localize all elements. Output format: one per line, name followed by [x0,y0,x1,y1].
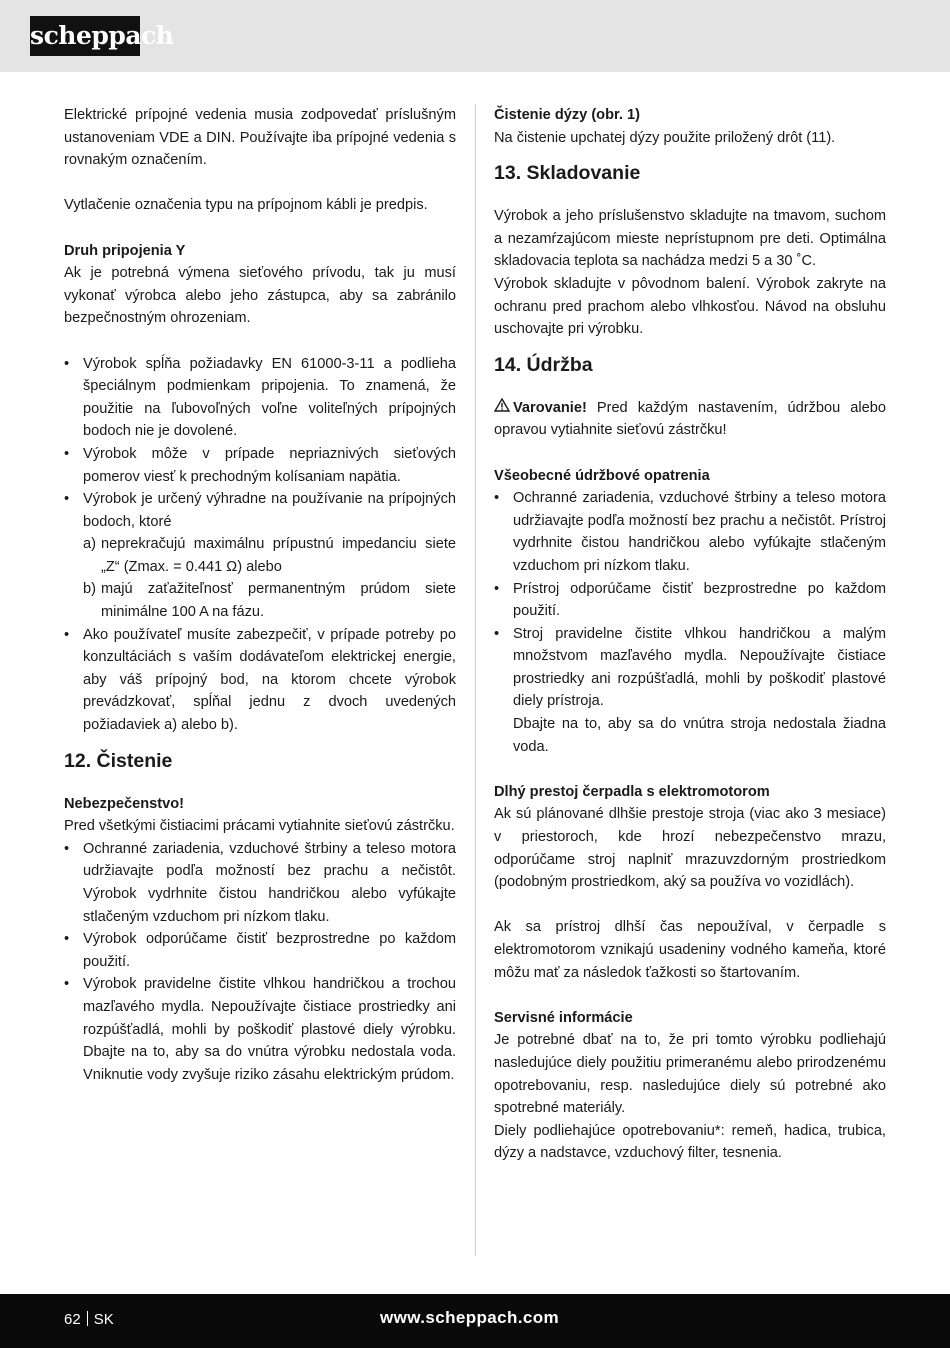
column-divider [475,104,476,1256]
list-item-extra: Dbajte na to, aby sa do vnútra stroja nedostala žiadna voda. [513,716,886,755]
left-column [64,104,456,1086]
paragraph-pump-1: Ak sú plánované dlhšie prestoje stroja (viac ako 3 mesiace) v priestoroch, kde hrozí nebezpečenstvo mrazu, odporúčame stroj naplniť mrazuvzdorným prostriedkom (podobným prostriedkom, aký sa používa vo vozidlách). [494,806,886,891]
subheading-nozzle-cleaning: Čistenie dýzy (obr. 1) [494,107,640,123]
section-heading-cleaning: 12. Čistenie [64,749,173,772]
warning-label: Varovanie! [513,399,587,416]
list-item: • Ochranné zariadenia, vzduchové štrbiny a teleso motora udržiavajte podľa možností bez prachu a nečistôt. Výrobok vydrhnite čistou handričkou alebo vyfúkajte stlačeným vzduchom pri nízkom tlaku. [64,838,456,928]
subheading-pump-downtime: Dlhý prestoj čerpadla s elektromotorom [494,783,770,800]
paragraph-connection-lines: Elektrické prípojné vedenia musia zodpovedať príslušným ustanoveniam VDE a DIN. Používajte iba prípojné vedenia s rovnakým označením. [64,107,456,169]
subheading-danger: Nebezpečenstvo! [64,795,185,812]
list-item: • Prístroj odporúčame čistiť bezprostredne po každom použití. [494,578,886,623]
sublist-label: b) [83,581,96,598]
list-item: • Ako používateľ musíte zabezpečiť, v prípade potreby po konzultáciách s vaším dodávateľom elektrickej energie, aby váš prípojný bod, na ktorom chcete výrobok prevádzkovať, spĺňal jednu z dvoch uvedených požiadaviek a) alebo b). [64,624,456,737]
warning-paragraph [494,397,886,442]
page-number: 62 [64,1311,81,1328]
paragraph-pump-2: Ak sa prístroj dlhší čas nepoužíval, v čerpadle s elektromotorom vznikajú usadeniny vodného kameňa, ktoré môžu mať za následok ťažkosti so štartovaním. [494,919,886,981]
sublist-text: majú zaťažiteľnosť permanentným prúdom siete minimálne 100 A na fázu. [101,581,456,621]
sublist-label: a) [83,536,96,553]
list-item: • Výrobok spĺňa požiadavky EN 61000-3-11 a podlieha špeciálnym podmienkam pripojenia. To znamená, že použitie na ľubovoľných voľne voliteľných prípojných bodoch nie je dovolené. [64,353,456,443]
section-heading-maintenance: 14. Údržba [494,353,593,376]
maintenance-list [494,487,886,758]
list-item: • Výrobok môže v prípade nepriaznivých sieťových pomerov viesť k prechodným kolísaniam napätia. [64,443,456,488]
paragraph-cable-marking: Vytlačenie označenia typu na prípojnom kábli je predpis. [64,197,428,214]
language-code: SK [93,1311,114,1328]
sublist-item [83,578,456,623]
list-item: • Výrobok pravidelne čistite vlhkou handričkou a trochou mazľavého mydla. Nepoužívajte čistiace prostriedky ani rozpúšťadlá, mohli by poškodiť plastové diely výrobku. Dbajte na to, aby sa do vnútra výrobku nedostala voda. Vniknutie vody zvyšuje riziko zásahu elektrickým prúdom. [64,973,456,1086]
paragraph-service-1: Je potrebné dbať na to, že pri tomto výrobku podliehajú nasledujúce diely použitiu primeranému alebo prirodzenému opotrebovaniu, resp. nasledujúce diely sú potrebné ako spotrebné materiály. [494,1032,886,1117]
page-number-block [64,1311,114,1328]
warning-text: Pred každým nastavením, údržbou alebo opravou vytiahnite sieťovú zástrčku! [494,399,886,439]
list-item [494,623,886,759]
list-item [64,488,456,624]
subheading-service-info: Servisné informácie [494,1009,633,1026]
section-heading-storage: 13. Skladovanie [494,162,641,185]
paragraph-service-2: Diely podliehajúce opotrebovaniu*: remeň, hadica, trubica, dýzy a nadstavce, vzduchový filter, tesnenia. [494,1122,886,1162]
paragraph-danger: Pred všetkými čistiacimi prácami vytiahnite sieťovú zástrčku. [64,818,455,835]
paragraph-nozzle-cleaning: Na čistenie upchatej dýzy použite priložený drôt (11). [494,129,836,146]
impedance-sublist [83,533,456,623]
website-url: www.scheppach.com [380,1308,560,1327]
paragraph-connection-type: Ak je potrebná výmena sieťového prívodu, tak ju musí vykonať výrobca alebo jeho zástupca, aby sa zabránilo bezpečnostným ohrozeniam. [64,265,456,327]
list-item-text: Stroj pravidelne čistite vlhkou handričkou a malým množstvom mazľavého mydla. Nepoužívajte čistiace prostriedky ani rozpúšťadlá, mohli by poškodiť plastové diely prístroja. [513,625,886,710]
page-header [0,0,950,72]
subheading-general-maintenance: Všeobecné údržbové opatrenia [494,467,710,484]
paragraph-storage-1: Výrobok a jeho príslušenstvo skladujte na tmavom, suchom a nezamŕzajúcom mieste neprístupnom pre deti. Optimálna skladovacia teplota sa nachádza medzi 5 a 30 ˚C. [494,208,886,270]
requirements-list [64,353,456,737]
page-footer [0,1294,950,1348]
footer-separator [87,1311,88,1326]
right-column [494,104,886,1165]
sublist-text: neprekračujú maximálnu prípustnú impedanciu siete „Z“ (Zmax. = 0.441 Ω) alebo [101,536,456,575]
list-item-text: Výrobok je určený výhradne na používanie na prípojných bodoch, ktoré [83,491,456,530]
list-item: • Ochranné zariadenia, vzduchové štrbiny a teleso motora udržiavajte podľa možností bez prachu a nečistôt. Prístroj vydrhnite čistou handričkou alebo vyfúkajte stlačeným vzduchom pri nízkom tlaku. [494,487,886,577]
subheading-connection-type: Druh pripojenia Y [64,242,186,259]
paragraph-storage-2: Výrobok skladujte v pôvodnom balení. Výrobok zakryte na ochranu pred prachom alebo vlhkosťou. Návod na obsluhu uschovajte pri výrobku. [494,275,886,338]
cleaning-list [64,838,456,1087]
warning-triangle-icon [494,397,510,420]
scheppach-logo: scheppach [30,16,140,56]
sublist-item [83,533,456,578]
list-item: • Výrobok odporúčame čistiť bezprostredne po každom použití. [64,928,456,973]
